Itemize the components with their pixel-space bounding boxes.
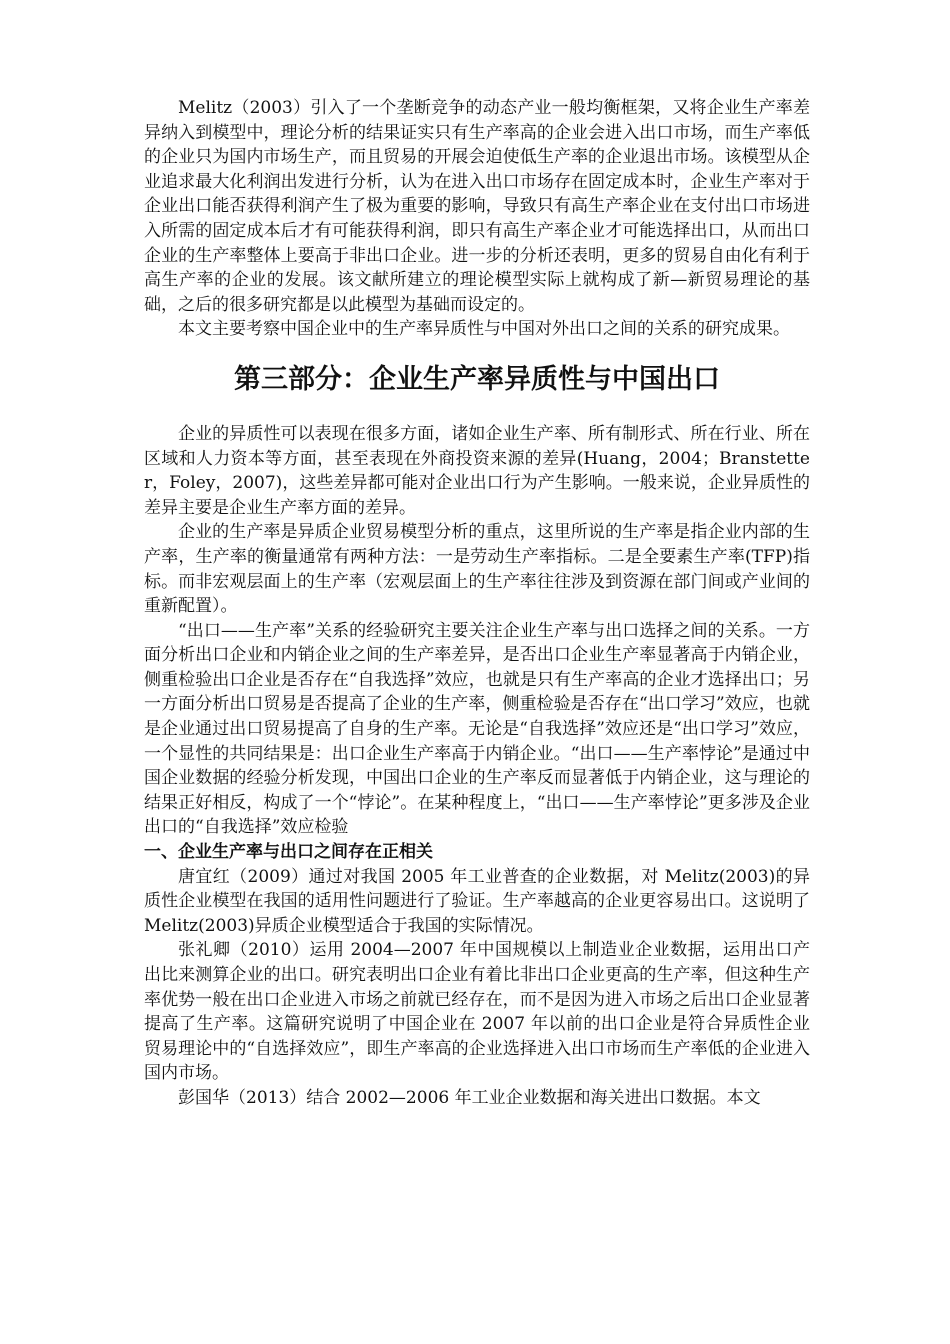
paragraph-productivity-measures: 企业的生产率是异质企业贸易模型分析的重点，这里所说的生产率是指企业内部的生产率，生产率的衡量通常有两种方法：一是劳动生产率指标。二是全要素生产率(TFP)指标。而非宏观层面上的生产率（宏观层面上的生产率往往涉及到资源在部门间或产业间的重新配置）。 xyxy=(144,522,810,617)
paragraph-paper-scope: 本文主要考察中国企业中的生产率异质性与中国对外出口之间的关系的研究成果。 xyxy=(178,319,790,340)
paragraph-peng-2013: 彭国华（2013）结合 2002—2006 年工业企业数据和海关进出口数据。本文 xyxy=(178,1087,761,1108)
paragraph-zhang-2010: 张礼卿（2010）运用 2004—2007 年中国规模以上制造业企业数据，运用出口产出比来测算企业的出口。研究表明出口企业有着比非出口企业更高的生产率，但这种生产率优势一般在出口企业进入市场之前就已经存在，而不是因为进入市场之后出口企业显著提高了生产率。这篇研究说明了中国企业在 2007 年以前的出口企业是符合异质性企业贸易理论中的“自选择效应”，即生产率高的企业选择进入出口市场而生产率低的企业进入国内市场。 xyxy=(144,940,810,1084)
document-body xyxy=(144,96,810,1111)
paragraph-tang-2009: 唐宜红（2009）通过对我国 2005 年工业普查的企业数据，对 Melitz(2003)的异质性企业模型在我国的适用性问题进行了验证。生产率越高的企业更容易出口。这说明了 Melitz(2003)异质企业模型适合于我国的实际情况。 xyxy=(144,866,810,936)
section-title: 第三部分：企业生产率异质性与中国出口 xyxy=(234,363,720,395)
paragraph-export-productivity-paradox: “出口——生产率”关系的经验研究主要关注企业生产率与出口选择之间的关系。一方面分析出口企业和内销企业之间的生产率差异，是否出口企业生产率显著高于内销企业，侧重检验出口企业是否存在“自我选择”效应，也就是只有生产率高的企业才选择出口；另一方面分析出口贸易是否提高了企业的生产率，侧重检验是否存在“出口学习”效应，也就是企业通过出口贸易提高了自身的生产率。无论是“自我选择”效应还是“出口学习”效应，一个显性的共同结果是：出口企业生产率高于内销企业。“出口——生产率悖论”是通过中国企业数据的经验分析发现，中国出口企业的生产率反而显著低于内销企业，这与理论的结果正好相反，构成了一个“悖论”。在某种程度上，“出口——生产率悖论”更多涉及企业出口的“自我选择”效应检验 xyxy=(144,620,810,838)
paragraph-melitz-model: Melitz（2003）引入了一个垄断竞争的动态产业一般均衡框架，又将企业生产率差异纳入到模型中，理论分析的结果证实只有生产率高的企业会进入出口市场，而生产率低的企业只为国内市场生产，而且贸易的开展会迫使低生产率的企业退出市场。该模型从企业追求最大化利润出发进行分析，认为在进入出口市场存在固定成本时，企业生产率对于企业出口能否获得利润产生了极为重要的影响，导致只有高生产率企业在支付出口市场进入所需的固定成本后才有可能获得利润，即只有高生产率企业才可能选择出口，从而出口企业的生产率整体上要高于非出口企业。进一步的分析还表明，更多的贸易自由化有利于高生产率的企业的发展。该文献所建立的理论模型实际上就构成了新—新贸易理论的基础，之后的很多研究都是以此模型为基础而设定的。 xyxy=(144,98,810,315)
subheading-positive-correlation: 一、企业生产率与出口之间存在正相关 xyxy=(144,842,433,863)
paragraph-heterogeneity: 企业的异质性可以表现在很多方面，诸如企业生产率、所有制形式、所在行业、所在区域和人力资本等方面，甚至表现在外商投资来源的差异(Huang，2004；Branstetter，Foley，2007)，这些差异都可能对企业出口行为产生影响。一般来说，企业异质性的差异主要是企业生产率方面的差异。 xyxy=(144,423,810,518)
